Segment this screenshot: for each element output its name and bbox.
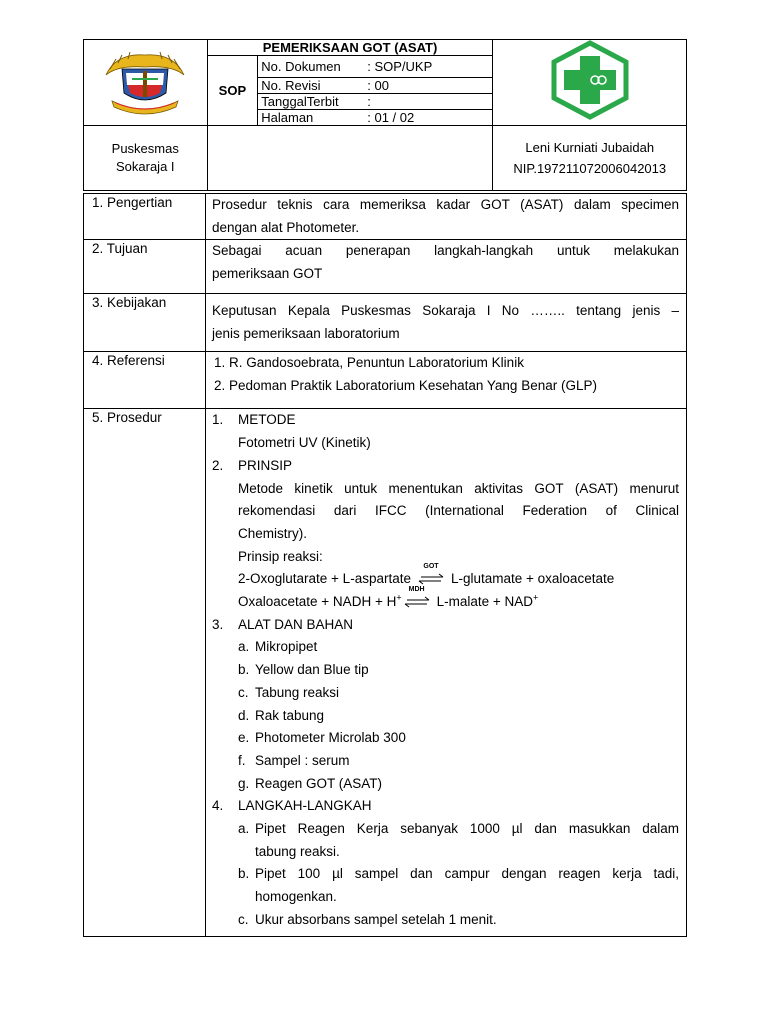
document-title: PEMERIKSAAN GOT (ASAT): [207, 40, 493, 56]
field-no-dokumen: No. Dokumen : SOP/UKP: [258, 56, 493, 78]
field-no-revisi: No. Revisi : 00: [258, 78, 493, 94]
field-halaman: Halaman : 01 / 02: [258, 110, 493, 126]
label-prosedur: 5. Prosedur: [84, 409, 206, 936]
row-pengertian: [84, 194, 687, 240]
langkah-title: LANGKAH-LANGKAH: [238, 798, 372, 814]
signer-block: [493, 126, 687, 191]
label-kebijakan: 3. Kebijakan: [84, 294, 206, 352]
alat-title: ALAT DAN BAHAN: [238, 616, 354, 632]
list-item: a. Mikropipet: [238, 639, 318, 655]
label-referensi: 4. Referensi: [84, 352, 206, 409]
reaction-1: 2-Oxoglutarate + L-aspartate GOT L-glutamate + oxaloacetate: [238, 563, 615, 587]
blank-cell: [207, 126, 493, 191]
signer-nip: NIP.197211072006042013: [513, 161, 667, 176]
prosedur-metode: 1. METODE Fotometri UV (Kinetik): [212, 409, 679, 454]
content-tujuan: Sebagai acuan penerapan langkah-langkah untuk melakukan pemeriksaan GOT: [206, 240, 687, 294]
signer-name: Leni Kurniati Jubaidah: [525, 140, 655, 155]
content-referensi: [206, 352, 687, 409]
label-pengertian: 1. Pengertian: [84, 194, 206, 240]
puskesmas-logo-cell: [493, 40, 687, 126]
content-pengertian: Prosedur teknis cara memeriksa kadar GOT (ASAT) dalam specimen dengan alat Photometer.: [206, 194, 687, 240]
org-name: [84, 126, 208, 191]
list-item: g. Reagen GOT (ASAT): [238, 775, 383, 791]
referensi-item: 1. R. Gandosoebrata, Penuntun Laboratorium Klinik: [214, 355, 524, 371]
sop-header: [83, 39, 687, 191]
regency-logo-cell: [84, 40, 208, 126]
prinsip-title: PRINSIP: [238, 457, 293, 473]
org-line-1: Puskesmas: [111, 141, 179, 156]
list-item: b. Pipet 100 µl sampel dan campur dengan reagen kerja tadi, homogenkan.: [238, 866, 679, 905]
prosedur-prinsip: 2. PRINSIP Metode kinetik untuk menentukan aktivitas GOT (ASAT) menurut rekomendasi dari IFCC (International Federation of Clinical Chemistry). Prinsip reaksi: 2-Oxoglutarate + L-aspartate GOT L-glutamate + oxaloacetate Oxaloacetate + NADH + H+ MDH L-malate + NAD+: [212, 455, 679, 614]
puskesmas-cross-icon: [548, 40, 632, 120]
content-prosedur: [206, 409, 687, 936]
content-kebijakan: Keputusan Kepala Puskesmas Sokaraja I No …….. tentang jenis – jenis pemeriksaan laboratorium: [206, 294, 687, 352]
equilibrium-arrow-icon: GOT: [417, 571, 445, 585]
row-tujuan: [84, 240, 687, 294]
prosedur-alat: 3. ALAT DAN BAHAN a. Mikropipet b. Yellow dan Blue tip c. Tabung reaksi d. Rak tabung e. Photometer Microlab 300 f. Sampel : serum g. Reagen GOT (ASAT): [212, 614, 679, 796]
metode-text: Fotometri UV (Kinetik): [238, 435, 371, 451]
field-tanggal-terbit: TanggalTerbit :: [258, 94, 493, 110]
list-item: d. Rak tabung: [238, 707, 325, 723]
list-item: c. Ukur absorbans sampel setelah 1 menit.: [238, 911, 497, 927]
sop-body-table: [83, 193, 687, 937]
row-kebijakan: [84, 294, 687, 352]
reaksi-label: Prinsip reaksi:: [238, 548, 323, 564]
list-item: c. Tabung reaksi: [238, 684, 340, 700]
org-line-2: Sokaraja I: [115, 159, 175, 174]
regency-emblem-icon: [102, 45, 188, 115]
sop-label: SOP: [207, 56, 258, 126]
metode-title: METODE: [238, 412, 296, 428]
list-item: a. Pipet Reagen Kerja sebanyak 1000 µl dan masukkan dalam tabung reaksi.: [238, 821, 679, 859]
list-item: e. Photometer Microlab 300: [238, 730, 406, 746]
list-item: b. Yellow dan Blue tip: [238, 662, 369, 678]
row-prosedur: [84, 409, 687, 936]
reaction-2: Oxaloacetate + NADH + H+ MDH L-malate + NAD+: [238, 586, 539, 610]
prosedur-langkah: 4. LANGKAH-LANGKAH a. Pipet Reagen Kerja sebanyak 1000 µl dan masukkan dalam tabung reaksi. b. Pipet 100 µl sampel dan campur dengan reagen kerja tadi, homogenkan. c. Ukur absorbans sampel setelah 1 menit.: [212, 795, 679, 931]
equilibrium-arrow-icon: MDH: [403, 594, 431, 608]
list-item: f. Sampel : serum: [238, 752, 350, 768]
label-tujuan: 2. Tujuan: [84, 240, 206, 294]
row-referensi: [84, 352, 687, 409]
referensi-item: 2. Pedoman Praktik Laboratorium Kesehatan Yang Benar (GLP): [214, 378, 597, 394]
